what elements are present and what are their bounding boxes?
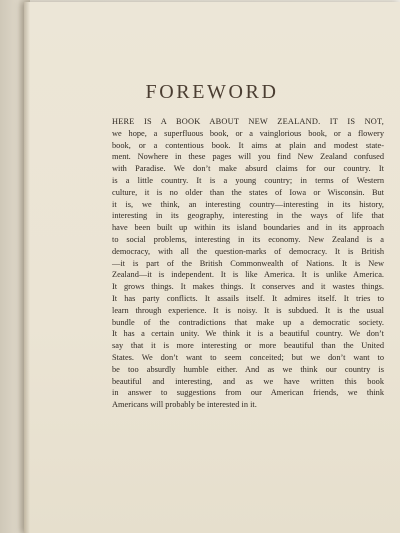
foreword-body (112, 116, 384, 411)
text-line: It has party conflicts. It assails itself. It admires itself. It tries to (112, 293, 384, 303)
text-line: we hope, a superfluous book, or a vainglorious book, or a flowery (112, 128, 384, 138)
text-line: ment. Nowhere in these pages will you find New Zealand confused (112, 152, 384, 162)
text-line: culture, it is no older than the states of Iowa or Wisconsin. But (112, 187, 384, 197)
text-line: bundle of the contradictions that make up a democratic society. (112, 317, 384, 327)
text-line: to social problems, interesting in its economy. New Zealand is a (112, 234, 384, 244)
text-line: States. We don’t want to seem conceited; but we don’t want to (112, 352, 384, 362)
text-line: Americans will probably be interested in it. (112, 400, 257, 410)
text-line: in answer to suggestions from our American friends, we think (112, 388, 384, 398)
text-line: is a little country. It is a young country; in terms of Western (112, 175, 384, 185)
text-line: interesting in its geography, interesting in the ways of life that (112, 211, 384, 221)
book-page (24, 2, 400, 533)
text-line: it is, we think, an interesting country—interesting in its history, (112, 199, 384, 209)
text-line: Zealand—it is independent. It is like America. It is unlike America. (112, 270, 384, 280)
text-line: beautiful and interesting, and as we have written this book (112, 376, 384, 386)
text-line: say that it is more interesting or more beautiful than the United (112, 341, 384, 351)
text-line: with Paradise. We don’t make absurd claims for our country. It (112, 164, 384, 174)
text-line: —it is part of the British Commonwealth of Nations. It is New (112, 258, 384, 268)
text-line: have been built up within its island boundaries and in its approach (112, 223, 384, 233)
text-line: It has a certain unity. We think it is a beautiful country. We don’t (112, 329, 384, 339)
page-heading: FOREWORD (145, 81, 279, 103)
text-line: democracy, with all the question-marks of democracy. It is British (112, 246, 384, 256)
text-line: It grows things. It makes things. It conserves and it wastes things. (112, 282, 384, 292)
text-line: be too absurdly humble either. And as we think our country is (112, 364, 384, 374)
text-line: book, or a contentious book. It aims at plain and modest state- (112, 140, 384, 150)
text-line: learn through experience. It is noisy. It is subdued. It is the usual (112, 305, 384, 315)
text-line: HERE IS A BOOK ABOUT NEW ZEALAND. IT IS NOT, (112, 117, 384, 126)
